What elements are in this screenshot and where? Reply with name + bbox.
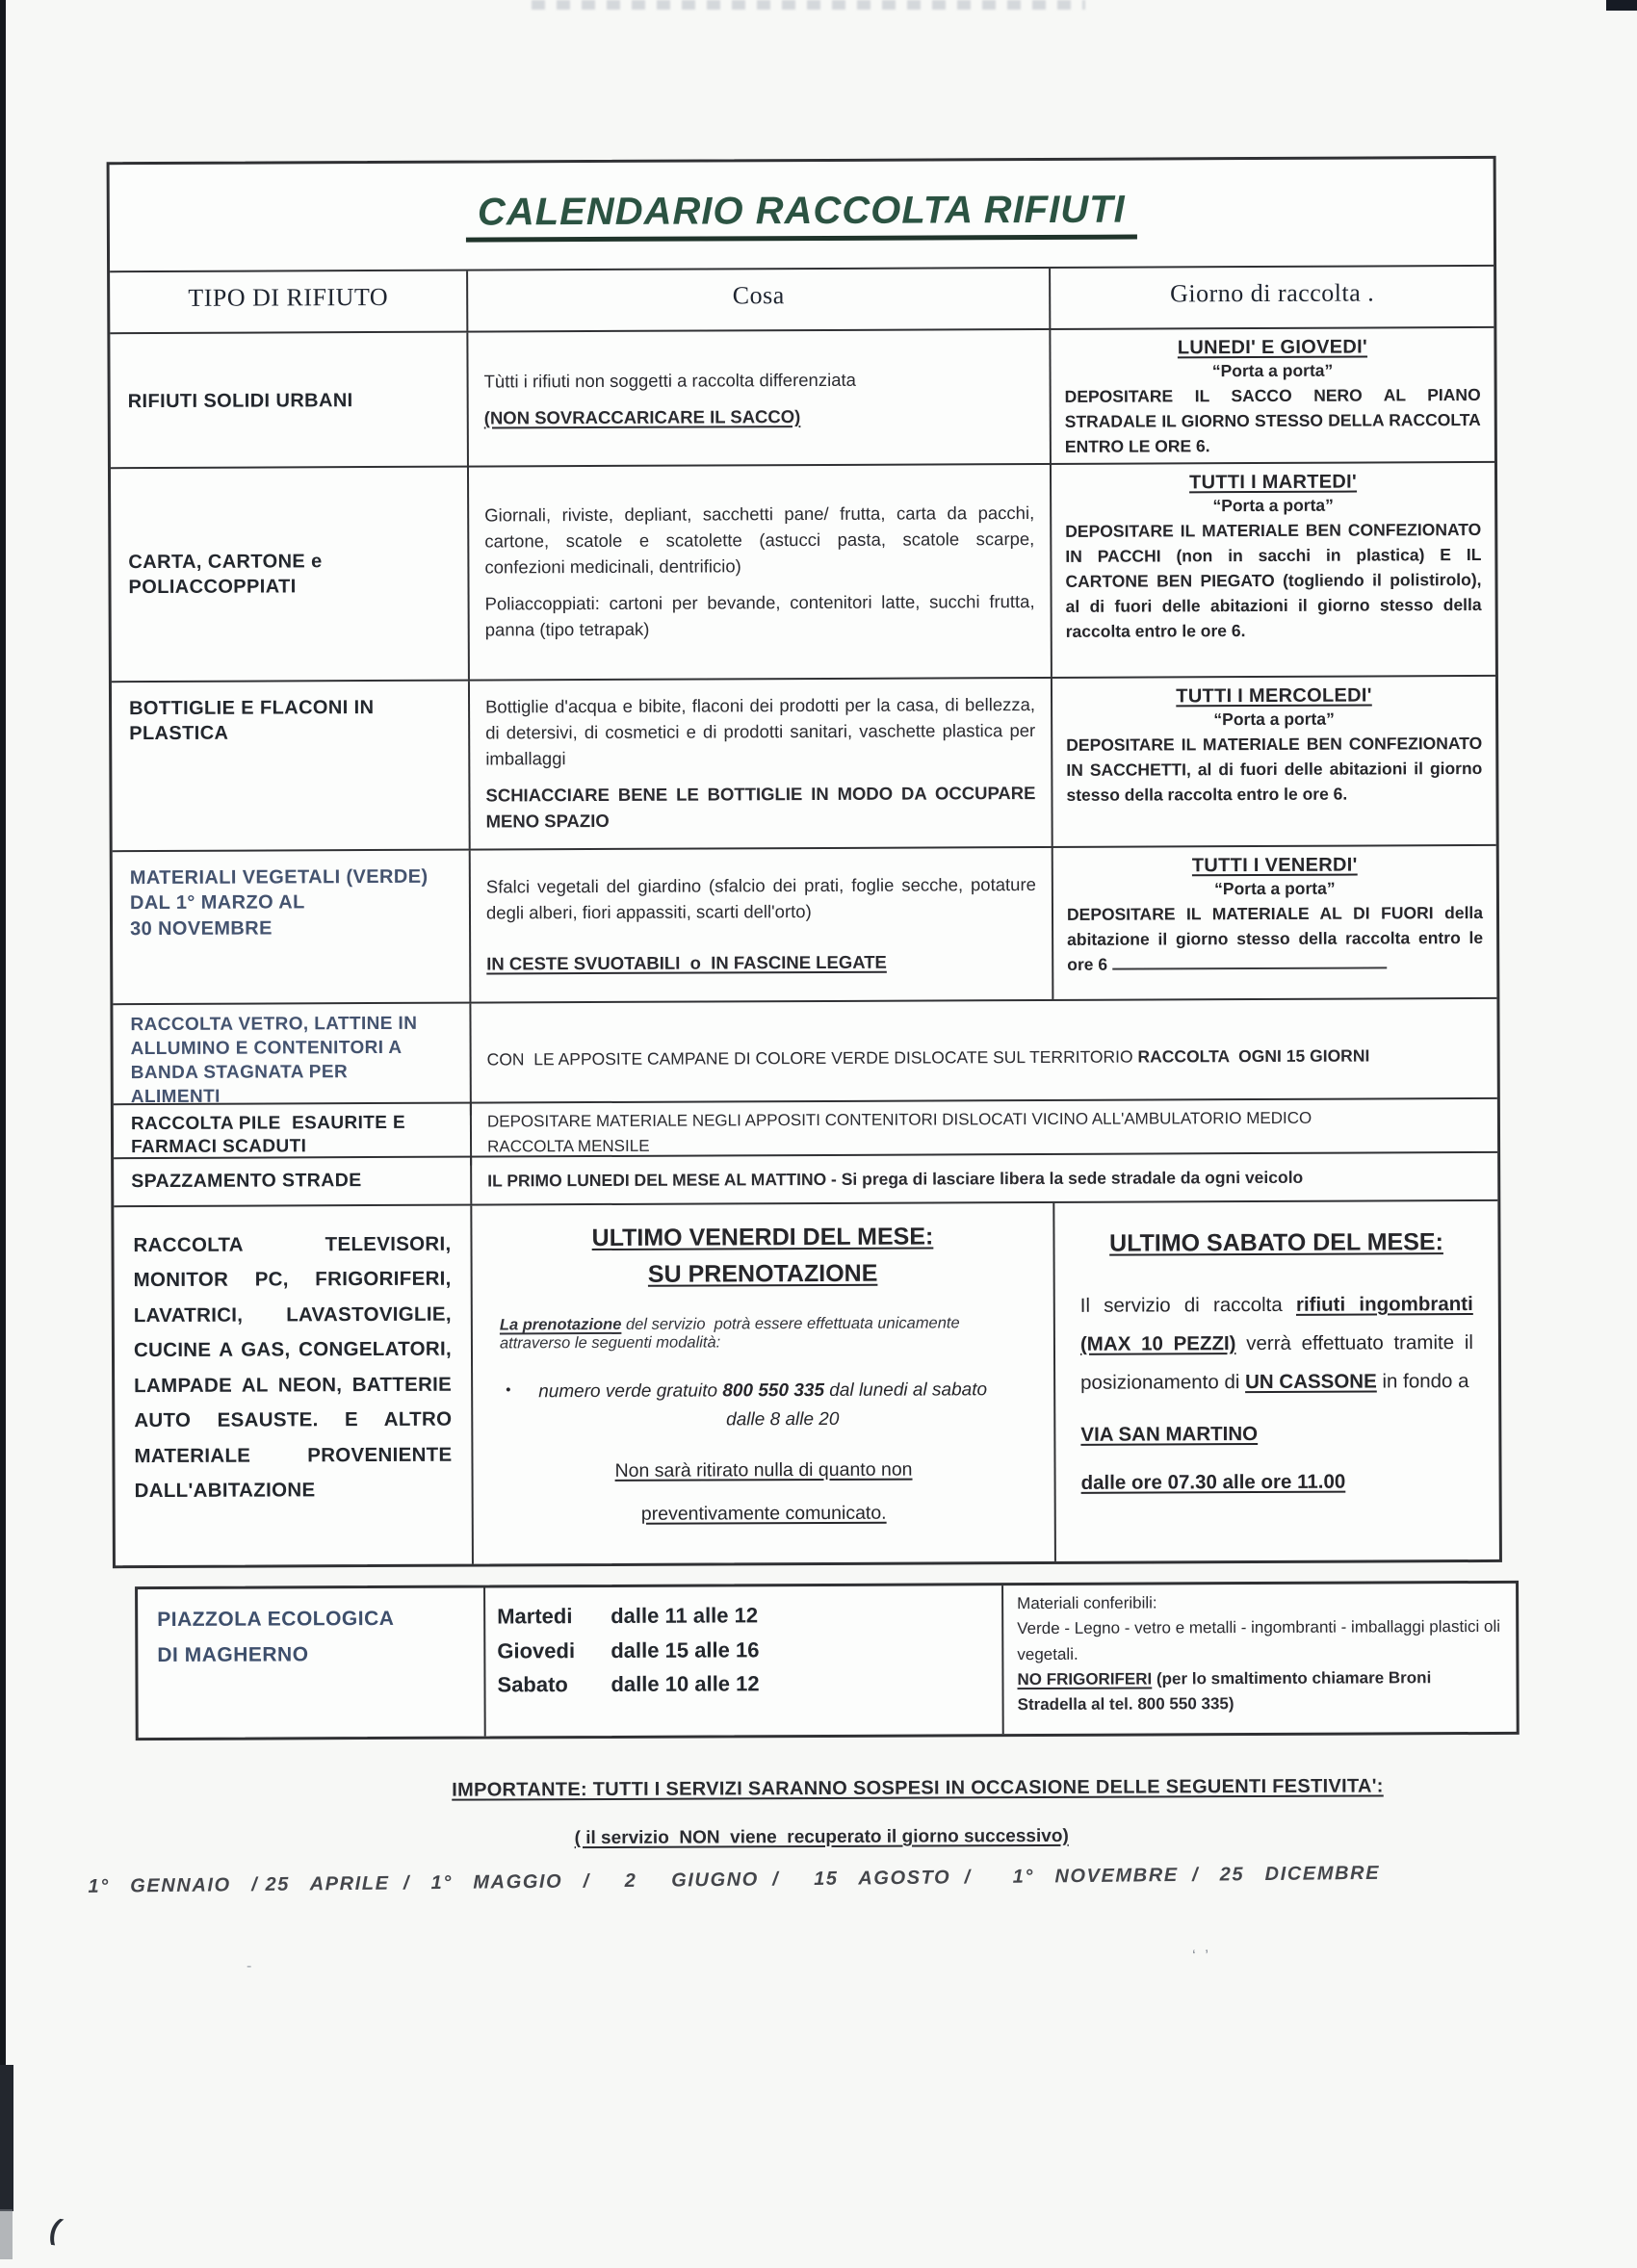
tipo-label: CARTA, CARTONE e POLIACCOPPIATI bbox=[128, 550, 323, 599]
row-bottiglie-plastica bbox=[112, 675, 1496, 850]
ultimo-sabato-cell: ULTIMO SABATO DEL MESE: Il servizio di raccolta rifiuti ingombranti (MAX 10 PEZZI) verrà effettuato tramite il posizionamento di UN CASSONE in fondo a VIA SAN MARTINO dalle ore 07.30 alle ore 11.00 bbox=[1052, 1201, 1499, 1561]
header-cosa: Cosa bbox=[466, 269, 1049, 331]
opening-time-row: Sabato dalle 10 alle 12 bbox=[497, 1671, 760, 1697]
waste-calendar-table bbox=[107, 156, 1502, 1568]
cosa-text: Bottiglie d'acqua e bibite, flaconi dei prodotti per la casa, di bellezza, di detersivi, di cosmetici e di prodotti sanitari, vaschette plastica per imballaggi SCHIACCIARE BENE LE BOTTIGLIE IN MODO DA OCCUPARE MENO SPAZIO bbox=[468, 679, 1052, 849]
bullet-icon: • bbox=[506, 1381, 511, 1399]
row-ingombranti bbox=[114, 1199, 1499, 1565]
holidays-dates-line: 1° GENNAIO / 25 APRILE / 1° MAGGIO / 2 GIUGNO / 15 AGOSTO / 1° NOVEMBRE / 25 DICEMBRE bbox=[88, 1862, 1381, 1897]
spazzamento-body: IL PRIMO LUNEDI DEL MESE AL MATTINO - Si prega di lasciare libera la sede stradale da ogni veicolo bbox=[470, 1153, 1497, 1204]
holidays-sub-note: ( il servizio NON viene recuperato il giorno successivo) bbox=[574, 1825, 1069, 1849]
tipo-label: RIFIUTI SOLIDI URBANI bbox=[127, 390, 353, 413]
numero-verde-item: • numero verde gratuito 800 550 335 dal lunedi al sabato dalle 8 alle 20 bbox=[500, 1379, 1026, 1431]
row-spazzamento-strade bbox=[114, 1151, 1497, 1205]
tipo-label: RACCOLTA PILE ESAURITE E FARMACI SCADUTI bbox=[130, 1112, 406, 1157]
row-materiali-vegetali bbox=[113, 844, 1497, 1003]
row-rifiuti-solidi-urbani bbox=[110, 326, 1494, 467]
tipo-label: SPAZZAMENTO STRADE bbox=[131, 1170, 362, 1193]
opening-time-row: Martedi dalle 11 alle 12 bbox=[497, 1603, 759, 1629]
page-title: CALENDARIO RACCOLTA RIFIUTI bbox=[466, 188, 1137, 242]
prenotazione-note: La prenotazione del servizio potrà essere effettuata unicamente attraverso le seguenti modalità: bbox=[499, 1314, 965, 1353]
header-tipo-di-rifiuto: TIPO DI RIFIUTO bbox=[188, 282, 389, 312]
tipo-label: BOTTIGLIE E FLACONI IN PLASTICA bbox=[129, 697, 375, 745]
tipo-label: RACCOLTA VETRO, LATTINE IN ALLUMINO E CONTENITORI A BANDA STAGNATA PER ALIMENTI bbox=[130, 1013, 418, 1108]
pile-body: DEPOSITARE MATERIALE NEGLI APPOSITI CONTENITORI DISLOCATI VICINO ALL'AMBULATORIO MEDICO RACCOLTA MENSILE bbox=[470, 1099, 1497, 1165]
tipo-label: RACCOLTA TELEVISORI, MONITOR PC, FRIGORIFERI, LAVATRICI, LAVASTOVIGLIE, CUCINE A GAS, CONGELATORI, LAMPADE AL NEON, BATTERIE AUTO ESAUSTE. E ALTRO MATERIALE PROVENIENTE DALL'ABITAZIONE bbox=[133, 1232, 453, 1503]
giorno-text: LUNEDI' E GIOVEDI' “Porta a porta” DEPOSITARE IL SACCO NERO AL PIANO STRADALE IL GIORNO STESSO DELLA RACCOLTA ENTRO LE ORE 6. bbox=[1049, 328, 1494, 466]
cosa-text: Tùtti i rifiuti non soggetti a raccolta differenziata (NON SOVRACCARICARE IL SACCO) bbox=[466, 330, 1050, 468]
row-carta-cartone bbox=[111, 461, 1495, 681]
header-giorno-di-raccolta: Giorno di raccolta . bbox=[1049, 267, 1494, 328]
title-row bbox=[110, 159, 1494, 271]
scan-stray-mark: - bbox=[247, 1958, 252, 1974]
table-header-row bbox=[110, 265, 1494, 332]
vetro-body: CON LE APPOSITE CAMPANE DI COLORE VERDE DISLOCATE SUL TERRITORIO RACCOLTA OGNI 15 GIORNI bbox=[469, 999, 1496, 1116]
piazzola-ecologica-table bbox=[135, 1581, 1520, 1740]
giorno-text: TUTTI I MERCOLEDI' “Porta a porta” DEPOSITARE IL MATERIALE BEN CONFEZIONATO IN SACCHETTI, al di fuori delle abitazioni il giorno stesso della raccolta entro le ore 6. bbox=[1051, 677, 1496, 846]
giorno-text: TUTTI I VENERDI' “Porta a porta” DEPOSITARE IL MATERIALE AL DI FUORI della abitazione il giorno stesso della raccolta entro le ore 6 bbox=[1052, 846, 1497, 999]
opening-time-row: Giovedi dalle 15 alle 16 bbox=[497, 1637, 760, 1663]
scan-stray-mark: ( bbox=[47, 2213, 63, 2247]
scan-underline-rule bbox=[1112, 953, 1387, 969]
giorno-text: TUTTI I MARTEDI' “Porta a porta” DEPOSITARE IL MATERIALE BEN CONFEZIONATO IN PACCHI (non in sacchi in plastica) E IL CARTONE BEN PIEGATO (togliendo il polistirolo), al di fuori delle abitazioni il giorno stesso della raccolta entro le ore 6. bbox=[1050, 463, 1495, 677]
tipo-label: MATERIALI VEGETALI (VERDE) DAL 1° MARZO AL 30 NOVEMBRE bbox=[129, 865, 429, 940]
piazzola-materials: Materiali conferibili: Verde - Legno - vetro e metalli - ingombranti - imballaggi plastici oli vegetali. NO FRIGORIFERI (per lo smaltimento chiamare Broni Stradella al tel. 800 550 335) bbox=[1001, 1584, 1517, 1734]
holidays-important-note: IMPORTANTE: TUTTI I SERVIZI SARANNO SOSPESI IN OCCASIONE DELLE SEGUENTI FESTIVITA': bbox=[452, 1775, 1384, 1801]
piazzola-opening-times bbox=[483, 1585, 1002, 1736]
row-vetro-lattine bbox=[113, 997, 1496, 1108]
piazzola-label: PIAZZOLA ECOLOGICA DI MAGHERNO bbox=[157, 1607, 395, 1666]
cosa-text: Giornali, riviste, depliant, sacchetti pane/ frutta, carta da pacchi, cartone, scatole e scatolette (astucci pasta, scatole scarpe, confezioni medicinali, dentrificio) Poliaccoppiati: cartoni per bevande, contenitori latte, succhi frutta, panna (tipo tetrapak) bbox=[467, 465, 1051, 680]
scan-stray-mark: ‘ ’ bbox=[1192, 1946, 1208, 1965]
ultimo-venerdi-cell: ULTIMO VENERDI DEL MESE: SU PRENOTAZIONE La prenotazione del servizio potrà essere effettuata unicamente attraverso le seguenti modalità: • numero verde gratuito 800 550 335 dal lunedi al sabato dalle 8 alle 20 Non sarà ritirato nulla di quanto non preventivamente comunicato. bbox=[470, 1203, 1054, 1564]
cosa-text: Sfalci vegetali del giardino (sfalcio dei prati, foglie secche, potature degli alberi, fiori appassiti, scarti dell'orto) IN CESTE SVUOTABILI o IN FASCINE LEGATE bbox=[469, 848, 1052, 1002]
row-pile-farmaci bbox=[114, 1097, 1497, 1157]
